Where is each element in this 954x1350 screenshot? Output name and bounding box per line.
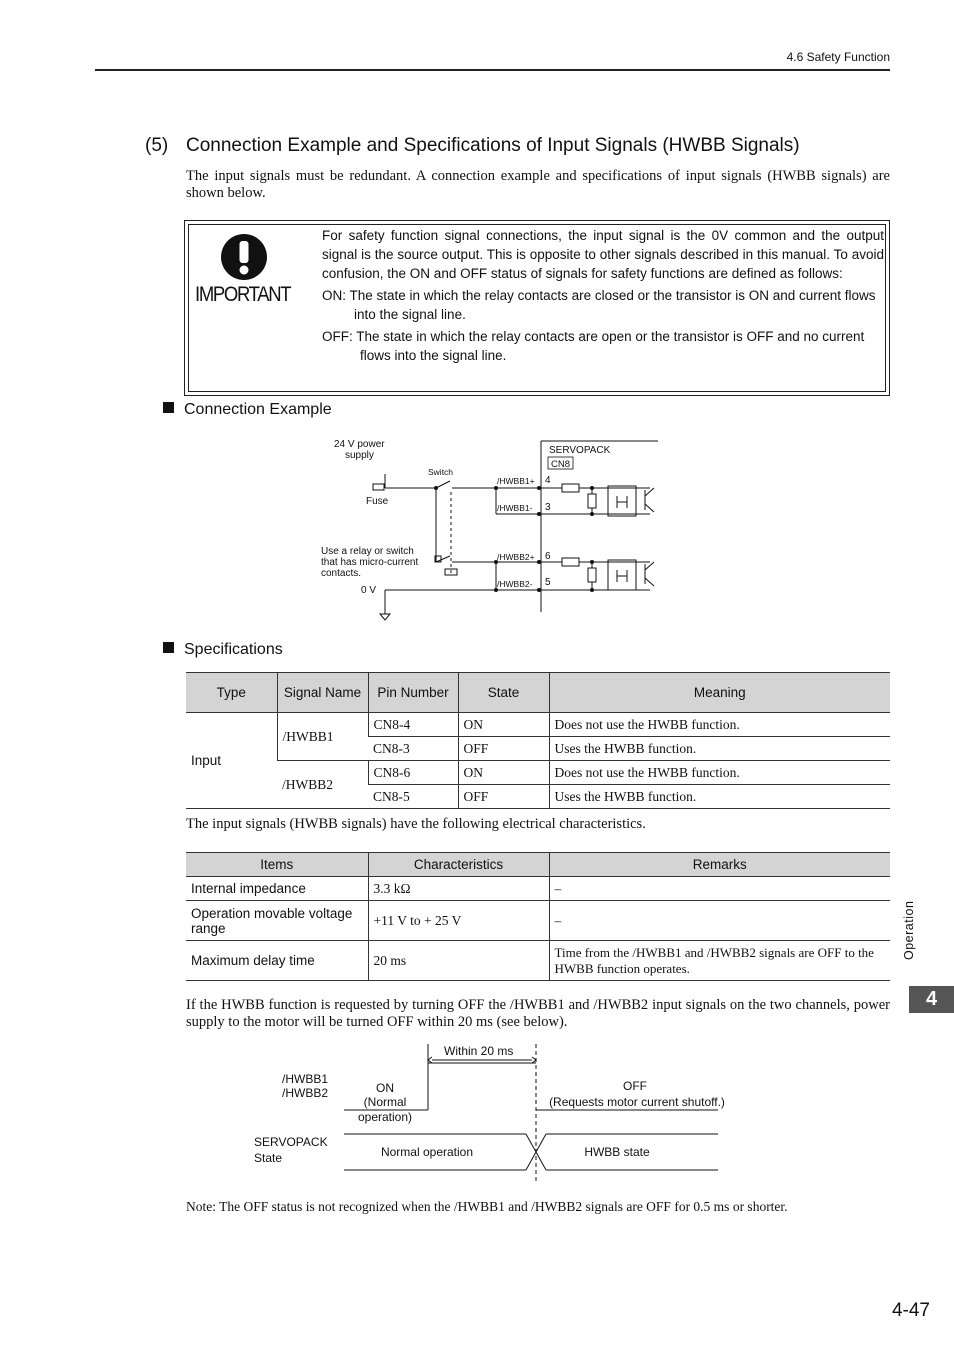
pin4-label: 4 [545, 475, 551, 486]
header-rule [95, 69, 890, 71]
col-state: State [458, 673, 549, 713]
intro-paragraph: The input signals must be redundant. A connection example and specifications of input signals (HWBB signals) are shown below. [186, 168, 890, 201]
hwbb2p-label: /HWBB2+ [497, 552, 535, 562]
pin5-label: 5 [545, 577, 551, 588]
off-definition: OFF: The state in which the relay contacts are open or the transistor is OFF and no current flows into the signal line. [322, 329, 865, 363]
hwbb2m-label: /HWBB2- [497, 579, 533, 589]
hwbb2-signal-label: /HWBB2 [282, 1086, 329, 1100]
chapter-side-label: Operation [902, 900, 916, 960]
state-label-1: SERVOPACK [254, 1135, 328, 1149]
on-definition: ON: The state in which the relay contacts are closed or the transistor is ON and current flows into the signal line. [322, 288, 876, 322]
power-label-2: supply [345, 450, 374, 461]
section-title-text: Connection Example and Specifications of Input Signals (HWBB Signals) [186, 135, 800, 156]
signal-cell: /HWBB1 [277, 713, 368, 761]
col-remarks: Remarks [549, 853, 890, 877]
off-label-1: OFF [623, 1079, 647, 1093]
electrical-table [186, 852, 890, 981]
pin-cell: CN8-5 [368, 785, 458, 809]
hwbb1p-label: /HWBB1+ [497, 476, 535, 486]
section-title [145, 135, 800, 157]
col-meaning: Meaning [549, 673, 890, 713]
state-cell: ON [458, 761, 549, 785]
remark-cell: Time from the /HWBB1 and /HWBB2 signals are OFF to the HWBB function operates. [549, 941, 890, 981]
square-bullet-icon [163, 402, 174, 413]
state-cell: OFF [458, 785, 549, 809]
relay-label-2: that has micro-current [321, 557, 419, 568]
meaning-cell: Uses the HWBB function. [549, 785, 890, 809]
on-label-2: (Normal [363, 1095, 407, 1109]
pin6-label: 6 [545, 551, 551, 562]
important-paragraph: For safety function signal connections, the input signal is the 0V common and the output signal is the source output. This is opposite to other signals described in this manual. To avoid confusion, the ON and OFF status of signals for safety functions are defined as follows: [322, 228, 884, 281]
running-header: 4.6 Safety Function [786, 50, 890, 64]
important-label: IMPORTANT [195, 283, 291, 306]
important-text [322, 226, 884, 365]
on-label-3: operation) [357, 1110, 413, 1124]
hwbb-state-label: HWBB state [584, 1145, 650, 1159]
connection-example-heading: Connection Example [163, 401, 332, 419]
fuse-label: Fuse [366, 496, 389, 507]
timing-diagram [250, 1040, 730, 1185]
pin3-label: 3 [545, 502, 551, 513]
hwbb-paragraph: If the HWBB function is requested by turning OFF the /HWBB1 and /HWBB2 input signals on the two channels, power supply to the motor will be turned OFF within 20 ms (see below). [186, 997, 890, 1030]
relay-label-1: Use a relay or switch [321, 546, 414, 557]
hwbb1m-label: /HWBB1- [497, 503, 533, 513]
remark-cell: – [549, 877, 890, 901]
specifications-table [186, 672, 890, 809]
pin-cell: CN8-4 [368, 713, 458, 737]
meaning-cell: Uses the HWBB function. [549, 737, 890, 761]
char-cell: 20 ms [368, 941, 549, 981]
connection-diagram [310, 432, 670, 627]
pin-cell: CN8-6 [368, 761, 458, 785]
char-cell: 3.3 kΩ [368, 877, 549, 901]
power-label-1: 24 V power [334, 439, 385, 450]
footnote: Note: The OFF status is not recognized when the /HWBB1 and /HWBB2 signals are OFF for 0.5 ms or shorter. [186, 1199, 788, 1214]
specifications-heading: Specifications [163, 641, 283, 659]
square-bullet-icon [163, 642, 174, 653]
col-items: Items [186, 853, 368, 877]
state-cell: OFF [458, 737, 549, 761]
switch-label: Switch [428, 467, 454, 477]
off-label-2: (Requests motor current shutoff.) [549, 1095, 725, 1109]
page-number: 4-47 [891, 1300, 930, 1321]
within-label: Within 20 ms [444, 1044, 514, 1058]
col-signal-name: Signal Name [277, 673, 368, 713]
normal-operation-label: Normal operation [380, 1145, 474, 1159]
section-number: (5) [145, 135, 169, 156]
item-cell: Operation movable voltage range [186, 901, 368, 941]
relay-label-3: contacts. [321, 568, 362, 579]
servopack-label: SERVOPACK [549, 445, 611, 456]
item-cell: Maximum delay time [186, 941, 368, 981]
state-label-2: State [254, 1151, 283, 1165]
hwbb1-signal-label: /HWBB1 [282, 1072, 329, 1086]
col-pin-number: Pin Number [368, 673, 458, 713]
remark-cell: – [549, 901, 890, 941]
meaning-cell: Does not use the HWBB function. [549, 713, 890, 737]
col-type: Type [186, 673, 277, 713]
meaning-cell: Does not use the HWBB function. [549, 761, 890, 785]
signal-cell: /HWBB2 [277, 761, 368, 809]
connector-label: CN8 [551, 459, 571, 470]
char-cell: +11 V to + 25 V [368, 901, 549, 941]
zero-v-label: 0 V [361, 585, 377, 596]
item-cell: Internal impedance [186, 877, 368, 901]
chapter-tab: 4 [909, 986, 954, 1013]
pin-cell: CN8-3 [368, 737, 458, 761]
electrical-intro: The input signals (HWBB signals) have the following electrical characteristics. [186, 816, 646, 832]
state-cell: ON [458, 713, 549, 737]
type-cell: Input [186, 713, 277, 809]
col-characteristics: Characteristics [368, 853, 549, 877]
on-label-1: ON [376, 1081, 394, 1095]
